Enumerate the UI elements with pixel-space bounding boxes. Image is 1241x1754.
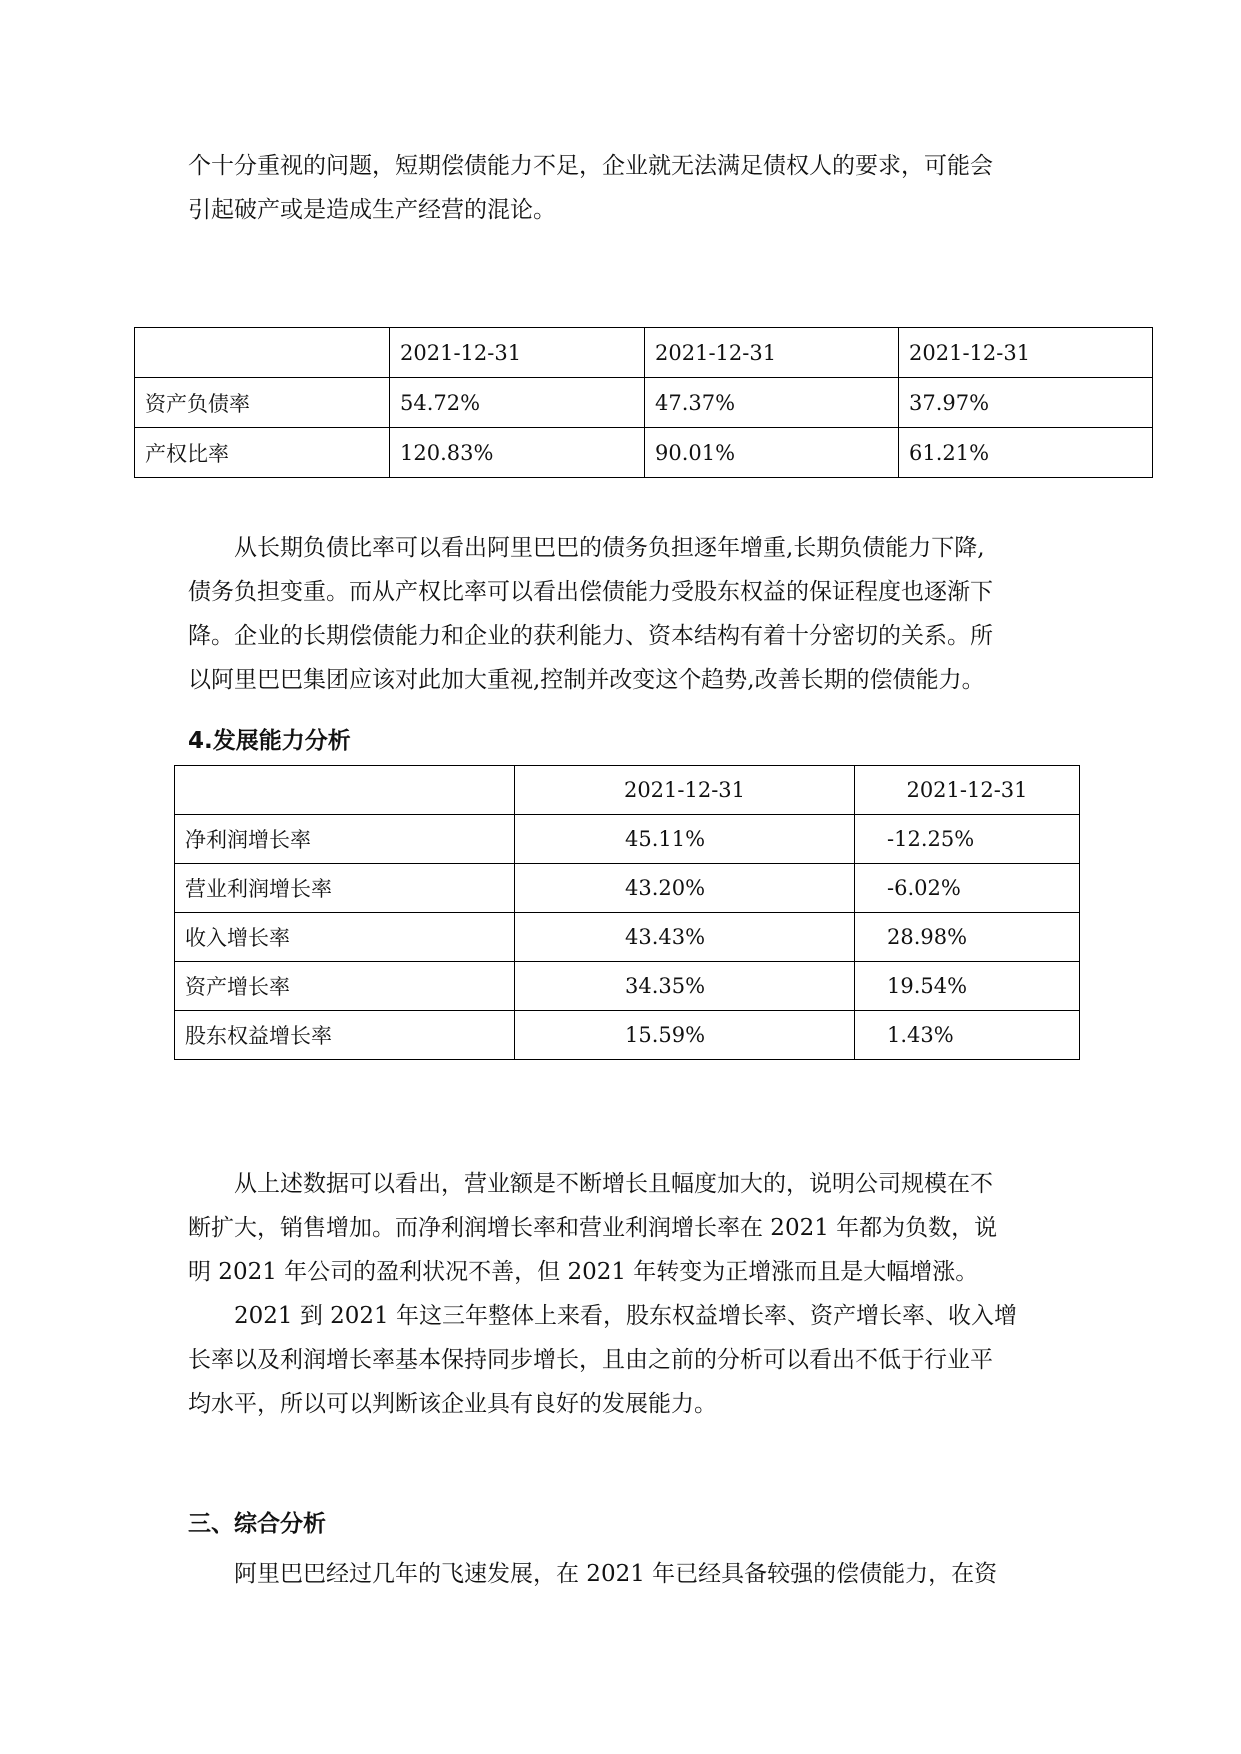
intro-paragraph bbox=[188, 144, 1050, 232]
growth2-line-1: 2021 到 2021 年这三年整体上来看，股东权益增长率、资产增长率、收入增 bbox=[234, 1303, 1017, 1329]
table-cell: 90.01% bbox=[645, 428, 899, 478]
table-header-cell: 2021-12-31 bbox=[899, 328, 1153, 378]
table-header-cell bbox=[135, 328, 390, 378]
intro-line-2: 引起破产或是造成生产经营的混论。 bbox=[188, 197, 556, 223]
table-row bbox=[135, 378, 1153, 428]
table-row bbox=[175, 864, 1080, 913]
table-row bbox=[175, 1011, 1080, 1060]
table-header-row bbox=[135, 328, 1153, 378]
table-cell: 43.20% bbox=[515, 864, 855, 913]
growth1-line-1: 从上述数据可以看出，营业额是不断增长且幅度加大的，说明公司规模在不 bbox=[234, 1171, 993, 1197]
growth-table bbox=[174, 765, 1080, 1060]
table-cell: 45.11% bbox=[515, 815, 855, 864]
table-cell: 37.97% bbox=[899, 378, 1153, 428]
table-cell: 34.35% bbox=[515, 962, 855, 1011]
table-row bbox=[175, 962, 1080, 1011]
row-label: 资产负债率 bbox=[135, 378, 390, 428]
section-heading-summary: 三、综合分析 bbox=[188, 1511, 326, 1537]
longterm-line-2: 债务负担变重。而从产权比率可以看出偿债能力受股东权益的保证程度也逐渐下 bbox=[188, 579, 993, 605]
row-label: 净利润增长率 bbox=[175, 815, 515, 864]
table-header-cell bbox=[175, 766, 515, 815]
growth-paragraph-2 bbox=[188, 1294, 1050, 1426]
table-header-cell: 2021-12-31 bbox=[855, 766, 1080, 815]
row-label: 收入增长率 bbox=[175, 913, 515, 962]
table-header-row bbox=[175, 766, 1080, 815]
table-row bbox=[175, 815, 1080, 864]
growth2-line-3: 均水平，所以可以判断该企业具有良好的发展能力。 bbox=[188, 1391, 717, 1417]
summary-paragraph bbox=[188, 1552, 1050, 1596]
growth-paragraph-1 bbox=[188, 1162, 1050, 1294]
longterm-line-4: 以阿里巴巴集团应该对此加大重视,控制并改变这个趋势,改善长期的偿债能力。 bbox=[188, 667, 985, 693]
table-cell: 19.54% bbox=[855, 962, 1080, 1011]
table-cell: 120.83% bbox=[390, 428, 645, 478]
growth1-line-2: 断扩大，销售增加。而净利润增长率和营业利润增长率在 2021 年都为负数，说 bbox=[188, 1215, 998, 1241]
longterm-line-1: 从长期负债比率可以看出阿里巴巴的债务负担逐年增重,长期负债能力下降, bbox=[234, 535, 985, 561]
table-cell: 1.43% bbox=[855, 1011, 1080, 1060]
section-heading-growth: 4.发展能力分析 bbox=[188, 728, 351, 754]
table-header-cell: 2021-12-31 bbox=[515, 766, 855, 815]
summary-line-1: 阿里巴巴经过几年的飞速发展，在 2021 年已经具备较强的偿债能力，在资 bbox=[234, 1561, 998, 1587]
table-cell: -6.02% bbox=[855, 864, 1080, 913]
table-cell: 28.98% bbox=[855, 913, 1080, 962]
growth1-line-3: 明 2021 年公司的盈利状况不善，但 2021 年转变为正增涨而且是大幅增涨。 bbox=[188, 1259, 979, 1285]
table-cell: 15.59% bbox=[515, 1011, 855, 1060]
table-header-cell: 2021-12-31 bbox=[390, 328, 645, 378]
row-label: 股东权益增长率 bbox=[175, 1011, 515, 1060]
table-cell: 47.37% bbox=[645, 378, 899, 428]
table-cell: 61.21% bbox=[899, 428, 1153, 478]
longterm-paragraph bbox=[188, 526, 1050, 702]
table-cell: 43.43% bbox=[515, 913, 855, 962]
longterm-line-3: 降。企业的长期偿债能力和企业的获利能力、资本结构有着十分密切的关系。所 bbox=[188, 623, 993, 649]
table-cell: -12.25% bbox=[855, 815, 1080, 864]
row-label: 资产增长率 bbox=[175, 962, 515, 1011]
row-label: 营业利润增长率 bbox=[175, 864, 515, 913]
table-row bbox=[175, 913, 1080, 962]
solvency-table bbox=[134, 327, 1153, 478]
table-header-cell: 2021-12-31 bbox=[645, 328, 899, 378]
growth2-line-2: 长率以及利润增长率基本保持同步增长，且由之前的分析可以看出不低于行业平 bbox=[188, 1347, 993, 1373]
row-label: 产权比率 bbox=[135, 428, 390, 478]
table-cell: 54.72% bbox=[390, 378, 645, 428]
intro-line-1: 个十分重视的问题，短期偿债能力不足，企业就无法满足债权人的要求，可能会 bbox=[188, 153, 993, 179]
table-row bbox=[135, 428, 1153, 478]
